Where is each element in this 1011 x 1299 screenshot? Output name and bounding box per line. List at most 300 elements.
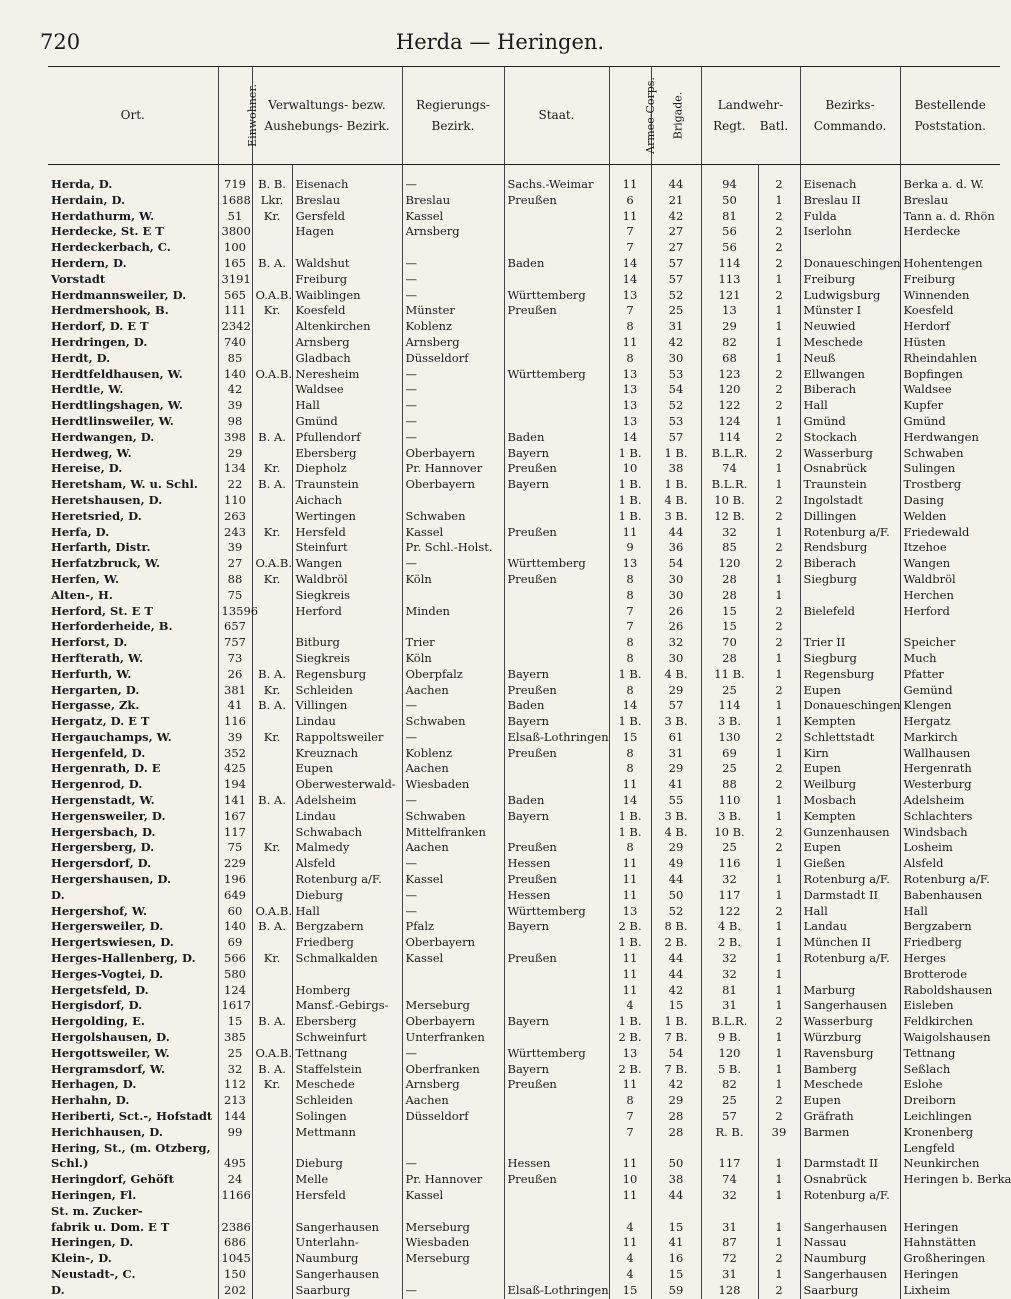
batl-cell: 1	[758, 1172, 800, 1188]
batl-cell: 2	[758, 367, 800, 383]
table-row	[48, 1204, 1000, 1220]
commando-cell: Naumburg	[800, 1251, 900, 1267]
regierung-cell: —	[402, 888, 504, 904]
staat-cell	[504, 398, 609, 414]
type-cell: B. A.	[252, 698, 292, 714]
post-cell: Schwaben	[900, 446, 1000, 462]
table-row	[48, 667, 1000, 683]
einwohner-cell: 124	[218, 983, 252, 999]
brigade-cell: 15	[651, 1267, 701, 1283]
commando-cell: Marburg	[800, 983, 900, 999]
table-row	[48, 856, 1000, 872]
staat-cell: Hessen	[504, 856, 609, 872]
regierung-cell	[402, 983, 504, 999]
regierung-cell: Arnsberg	[402, 224, 504, 240]
staat-cell	[504, 1267, 609, 1283]
staat-cell	[504, 1235, 609, 1251]
header-ort: Ort.	[48, 67, 218, 165]
staat-cell: Preußen	[504, 193, 609, 209]
commando-cell: Traunstein	[800, 477, 900, 493]
ort-cell: Herdeckerbach, C.	[51, 240, 171, 255]
table-row	[48, 951, 1000, 967]
table-row	[48, 1062, 1000, 1078]
batl-cell: 1	[758, 1062, 800, 1078]
brigade-cell: 42	[651, 983, 701, 999]
header-verwaltung: Verwaltungs- bezw. Aushebungs- Bezirk.	[252, 67, 402, 165]
type-cell	[252, 1109, 292, 1125]
commando-cell: Gießen	[800, 856, 900, 872]
einwohner-cell: 134	[218, 461, 252, 477]
armee-cell: 8	[609, 746, 651, 762]
regierung-cell: —	[402, 698, 504, 714]
commando-cell: München II	[800, 935, 900, 951]
regt-cell: 25	[701, 683, 758, 699]
ort-cell: Hergolshausen, D.	[51, 1030, 170, 1045]
table-row	[48, 904, 1000, 920]
table-row	[48, 272, 1000, 288]
armee-cell: 2 B.	[609, 1030, 651, 1046]
regierung-cell: Wiesbaden	[402, 777, 504, 793]
post-cell: Leichlingen	[900, 1109, 1000, 1125]
batl-cell: 1	[758, 1220, 800, 1236]
type-cell: Kr.	[252, 572, 292, 588]
regierung-cell: —	[402, 398, 504, 414]
staat-cell	[504, 319, 609, 335]
type-cell	[252, 272, 292, 288]
type-cell	[252, 872, 292, 888]
brigade-cell: 4 B.	[651, 667, 701, 683]
regierung-cell: Aachen	[402, 840, 504, 856]
regierung-cell: Oberbayern	[402, 477, 504, 493]
armee-cell: 14	[609, 430, 651, 446]
type-cell	[252, 651, 292, 667]
einwohner-cell: 757	[218, 635, 252, 651]
bezirk-cell: Arnsberg	[292, 335, 402, 351]
ort-cell: Herdtle, W.	[51, 382, 124, 397]
commando-cell: Sangerhausen	[800, 1220, 900, 1236]
type-cell	[252, 1093, 292, 1109]
ort-cell: Hergramsdorf, W.	[51, 1061, 166, 1076]
einwohner-cell: 1617	[218, 998, 252, 1014]
regierung-cell: Mittelfranken	[402, 825, 504, 841]
batl-cell: 2	[758, 761, 800, 777]
commando-cell: Kirn	[800, 746, 900, 762]
regt-cell: 2 B.	[701, 935, 758, 951]
regierung-cell: Oberbayern	[402, 935, 504, 951]
type-cell: Kr.	[252, 303, 292, 319]
ort-cell: Hergertswiesen, D.	[51, 935, 174, 950]
einwohner-cell: 85	[218, 351, 252, 367]
type-cell	[252, 935, 292, 951]
commando-cell: Saarburg	[800, 1283, 900, 1299]
armee-cell: 11	[609, 525, 651, 541]
bezirk-cell: Melle	[292, 1172, 402, 1188]
armee-cell: 7	[609, 619, 651, 635]
einwohner-cell: 140	[218, 919, 252, 935]
commando-cell: Mosbach	[800, 793, 900, 809]
type-cell	[252, 1283, 292, 1299]
commando-cell: Wasserburg	[800, 1014, 900, 1030]
type-cell: O.A.B.	[252, 904, 292, 920]
regierung-cell: Düsseldorf	[402, 351, 504, 367]
header-brigade-text: Brigade.	[670, 91, 684, 140]
commando-cell: Eupen	[800, 1093, 900, 1109]
bezirk-cell: Eupen	[292, 761, 402, 777]
staat-cell	[504, 825, 609, 841]
commando-cell: Bielefeld	[800, 604, 900, 620]
staat-cell	[504, 240, 609, 256]
commando-cell: Würzburg	[800, 1030, 900, 1046]
ort-cell: Heringen, Fl.	[51, 1188, 137, 1202]
regierung-cell	[402, 493, 504, 509]
einwohner-cell: 39	[218, 398, 252, 414]
ort-cell: St. m. Zucker-	[51, 1203, 143, 1218]
regierung-cell: Aachen	[402, 683, 504, 699]
regt-cell: 122	[701, 904, 758, 920]
staat-cell: Elsaß-Lothringen	[504, 730, 609, 746]
regierung-cell: Köln	[402, 651, 504, 667]
table-row	[48, 998, 1000, 1014]
einwohner-cell: 580	[218, 967, 252, 983]
einwohner-cell: 3191	[218, 272, 252, 288]
commando-cell: Osnabrück	[800, 461, 900, 477]
regt-cell: 32	[701, 1188, 758, 1204]
regierung-cell: —	[402, 367, 504, 383]
regierung-cell	[402, 588, 504, 604]
regierung-cell: Kassel	[402, 209, 504, 225]
ort-cell: Heriberti, Sct.-, Hofstadt	[51, 1109, 213, 1124]
batl-cell: 2	[758, 540, 800, 556]
einwohner-cell: 117	[218, 825, 252, 841]
ort-cell: Klein-, D.	[51, 1251, 112, 1266]
regierung-cell: Wiesbaden	[402, 1235, 504, 1251]
table-row	[48, 477, 1000, 493]
regierung-cell: Minden	[402, 604, 504, 620]
header-row	[48, 67, 1000, 165]
armee-cell: 8	[609, 1093, 651, 1109]
table-row	[48, 777, 1000, 793]
regierung-cell: —	[402, 730, 504, 746]
post-cell: Trostberg	[900, 477, 1000, 493]
brigade-cell: 44	[651, 872, 701, 888]
batl-cell: 1	[758, 272, 800, 288]
einwohner-cell: 41	[218, 698, 252, 714]
table-row	[48, 1109, 1000, 1125]
type-cell	[252, 1220, 292, 1236]
regt-cell: 56	[701, 224, 758, 240]
post-cell: Dreiborn	[900, 1093, 1000, 1109]
commando-cell: Eupen	[800, 840, 900, 856]
ort-cell: Hergersbach, D.	[51, 824, 156, 839]
ort-cell: fabrik u. Dom. E T	[51, 1219, 170, 1234]
post-cell: Herdwangen	[900, 430, 1000, 446]
armee-cell: 13	[609, 904, 651, 920]
commando-cell: Breslau II	[800, 193, 900, 209]
bezirk-cell: Kreuznach	[292, 746, 402, 762]
armee-cell: 13	[609, 414, 651, 430]
type-cell: O.A.B.	[252, 556, 292, 572]
regierung-cell: Pr. Schl.-Holst.	[402, 540, 504, 556]
post-cell: Hohentengen	[900, 256, 1000, 272]
armee-cell: 8	[609, 319, 651, 335]
header-post: Bestellende Poststation.	[900, 67, 1000, 165]
commando-cell: Biberach	[800, 556, 900, 572]
ort-cell: Herfurth, W.	[51, 666, 132, 681]
type-cell: B. B.	[252, 165, 292, 193]
regierung-cell: Arnsberg	[402, 1077, 504, 1093]
bezirk-cell: Diepholz	[292, 461, 402, 477]
armee-cell: 14	[609, 272, 651, 288]
regierung-cell: —	[402, 272, 504, 288]
armee-cell: 11	[609, 872, 651, 888]
brigade-cell: 25	[651, 303, 701, 319]
table-row	[48, 398, 1000, 414]
brigade-cell: 30	[651, 651, 701, 667]
bezirk-cell: Eisenach	[292, 165, 402, 193]
bezirk-cell: Hersfeld	[292, 1188, 402, 1204]
regierung-cell	[402, 1267, 504, 1283]
gazetteer-table	[48, 66, 1011, 1299]
batl-cell: 2	[758, 493, 800, 509]
batl-cell: 1	[758, 951, 800, 967]
staat-cell: Preußen	[504, 951, 609, 967]
batl-cell: 1	[758, 698, 800, 714]
commando-cell: Neuwied	[800, 319, 900, 335]
brigade-cell: 36	[651, 540, 701, 556]
table-row	[48, 382, 1000, 398]
staat-cell	[504, 1204, 609, 1220]
commando-cell: Osnabrück	[800, 1172, 900, 1188]
ort-cell: Neustadt-, C.	[51, 1266, 136, 1281]
regt-cell: 85	[701, 540, 758, 556]
bezirk-cell: Meschede	[292, 1077, 402, 1093]
bezirk-cell: Villingen	[292, 698, 402, 714]
type-cell	[252, 761, 292, 777]
einwohner-cell: 51	[218, 209, 252, 225]
staat-cell	[504, 351, 609, 367]
post-cell: Herges	[900, 951, 1000, 967]
ort-cell: Hergarten, D.	[51, 682, 140, 697]
type-cell	[252, 604, 292, 620]
einwohner-cell: 98	[218, 414, 252, 430]
post-cell: Dasing	[900, 493, 1000, 509]
brigade-cell: 7 B.	[651, 1062, 701, 1078]
einwohner-cell: 111	[218, 303, 252, 319]
staat-cell	[504, 272, 609, 288]
regt-cell: 56	[701, 240, 758, 256]
table-row	[48, 683, 1000, 699]
bezirk-cell: Waiblingen	[292, 288, 402, 304]
brigade-cell: 28	[651, 1109, 701, 1125]
regt-cell: 120	[701, 382, 758, 398]
brigade-cell: 27	[651, 240, 701, 256]
einwohner-cell: 196	[218, 872, 252, 888]
batl-cell: 2	[758, 209, 800, 225]
regierung-cell: Kassel	[402, 951, 504, 967]
post-cell: Adelsheim	[900, 793, 1000, 809]
ort-cell: Herges-Vogtei, D.	[51, 966, 164, 981]
type-cell: Kr.	[252, 683, 292, 699]
staat-cell	[504, 540, 609, 556]
ort-cell: Herdmannsweiler, D.	[51, 287, 187, 302]
bezirk-cell: Saarburg	[292, 1283, 402, 1299]
brigade-cell: 29	[651, 761, 701, 777]
staat-cell	[504, 983, 609, 999]
armee-cell: 13	[609, 288, 651, 304]
batl-cell: 2	[758, 382, 800, 398]
type-cell	[252, 335, 292, 351]
type-cell	[252, 1172, 292, 1188]
post-cell: Losheim	[900, 840, 1000, 856]
commando-cell: Donaueschingen	[800, 256, 900, 272]
armee-cell: 14	[609, 698, 651, 714]
commando-cell: Siegburg	[800, 572, 900, 588]
regt-cell	[701, 1204, 758, 1220]
einwohner-cell: 657	[218, 619, 252, 635]
page-title: Herda — Heringen.	[395, 30, 605, 54]
ort-cell: Hergenfeld, D.	[51, 745, 146, 760]
commando-cell: Münster I	[800, 303, 900, 319]
commando-cell: Rotenburg a/F.	[800, 525, 900, 541]
table-row	[48, 1267, 1000, 1283]
brigade-cell: 27	[651, 224, 701, 240]
ort-cell: Herforst, D.	[51, 635, 128, 650]
bezirk-cell: Ebersberg	[292, 446, 402, 462]
ort-cell: Hergershof, W.	[51, 903, 147, 918]
regt-cell: 3 B.	[701, 809, 758, 825]
einwohner-cell: 165	[218, 256, 252, 272]
bezirk-cell: Mansf.-Gebirgs-	[292, 998, 402, 1014]
post-cell: Heringen b. Berka	[900, 1172, 1000, 1188]
post-cell: Lixheim	[900, 1283, 1000, 1299]
armee-cell: 6	[609, 193, 651, 209]
armee-cell: 1 B.	[609, 493, 651, 509]
einwohner-cell: 75	[218, 840, 252, 856]
regierung-cell	[402, 1141, 504, 1157]
einwohner-cell: 60	[218, 904, 252, 920]
regt-cell: 72	[701, 1251, 758, 1267]
ort-cell: Hergottsweiler, W.	[51, 1045, 170, 1060]
ort-cell: Schl.)	[51, 1156, 89, 1171]
bezirk-cell: Waldshut	[292, 256, 402, 272]
table-row	[48, 1251, 1000, 1267]
type-cell: Kr.	[252, 461, 292, 477]
brigade-cell: 54	[651, 556, 701, 572]
batl-cell: 1	[758, 1046, 800, 1062]
bezirk-cell: Herford	[292, 604, 402, 620]
einwohner-cell: 566	[218, 951, 252, 967]
staat-cell	[504, 967, 609, 983]
ort-cell: Herdorf, D. E T	[51, 319, 149, 334]
header-batl: Batl.	[759, 118, 789, 133]
ort-cell: Herdain, D.	[51, 192, 126, 207]
table-row	[48, 335, 1000, 351]
regierung-cell: Münster	[402, 303, 504, 319]
armee-cell: 8	[609, 351, 651, 367]
einwohner-cell: 39	[218, 540, 252, 556]
table-row	[48, 1172, 1000, 1188]
page-number: 720	[40, 30, 81, 54]
table-row	[48, 651, 1000, 667]
batl-cell: 1	[758, 414, 800, 430]
batl-cell: 1	[758, 793, 800, 809]
einwohner-cell: 202	[218, 1283, 252, 1299]
commando-cell: Neuß	[800, 351, 900, 367]
brigade-cell: 44	[651, 165, 701, 193]
einwohner-cell: 1688	[218, 193, 252, 209]
armee-cell: 13	[609, 367, 651, 383]
table-row	[48, 983, 1000, 999]
ort-cell: Alten-, H.	[51, 587, 113, 602]
brigade-cell: 4 B.	[651, 825, 701, 841]
batl-cell: 1	[758, 319, 800, 335]
bezirk-cell: Pfullendorf	[292, 430, 402, 446]
staat-cell: Baden	[504, 430, 609, 446]
regt-cell: 117	[701, 888, 758, 904]
brigade-cell: 31	[651, 319, 701, 335]
armee-cell: 15	[609, 730, 651, 746]
einwohner-cell: 649	[218, 888, 252, 904]
post-cell: Markirch	[900, 730, 1000, 746]
commando-cell	[800, 588, 900, 604]
batl-cell: 2	[758, 683, 800, 699]
einwohner-cell: 1166	[218, 1188, 252, 1204]
staat-cell: Bayern	[504, 809, 609, 825]
commando-cell	[800, 1204, 900, 1220]
batl-cell: 1	[758, 351, 800, 367]
bezirk-cell: Rotenburg a/F.	[292, 872, 402, 888]
commando-cell: Biberach	[800, 382, 900, 398]
batl-cell: 1	[758, 856, 800, 872]
bezirk-cell	[292, 619, 402, 635]
brigade-cell: 44	[651, 967, 701, 983]
post-cell: Winnenden	[900, 288, 1000, 304]
type-cell: O.A.B.	[252, 288, 292, 304]
table-row	[48, 604, 1000, 620]
regt-cell: 130	[701, 730, 758, 746]
ort-cell: Herfen, W.	[51, 571, 120, 586]
table-row	[48, 288, 1000, 304]
ort-cell: Herfterath, W.	[51, 650, 144, 665]
commando-cell: Donaueschingen	[800, 698, 900, 714]
armee-cell: 7	[609, 224, 651, 240]
regierung-cell: Düsseldorf	[402, 1109, 504, 1125]
bezirk-cell: Friedberg	[292, 935, 402, 951]
ort-cell: D.	[51, 1282, 65, 1297]
post-cell: Sulingen	[900, 461, 1000, 477]
post-cell: Hall	[900, 904, 1000, 920]
batl-cell: 2	[758, 604, 800, 620]
ort-cell: Hergisdorf, D.	[51, 998, 143, 1013]
bezirk-cell: Solingen	[292, 1109, 402, 1125]
regt-cell: 11 B.	[701, 667, 758, 683]
batl-cell: 1	[758, 919, 800, 935]
regt-cell: 70	[701, 635, 758, 651]
batl-cell: 1	[758, 967, 800, 983]
type-cell	[252, 493, 292, 509]
table-row	[48, 1125, 1000, 1141]
post-cell	[900, 1204, 1000, 1220]
type-cell	[252, 983, 292, 999]
regt-cell: 3 B.	[701, 714, 758, 730]
type-cell	[252, 398, 292, 414]
armee-cell: 11	[609, 1077, 651, 1093]
bezirk-cell: Traunstein	[292, 477, 402, 493]
post-cell: Brotterode	[900, 967, 1000, 983]
staat-cell: Preußen	[504, 1172, 609, 1188]
armee-cell: 9	[609, 540, 651, 556]
regierung-cell: Kassel	[402, 525, 504, 541]
